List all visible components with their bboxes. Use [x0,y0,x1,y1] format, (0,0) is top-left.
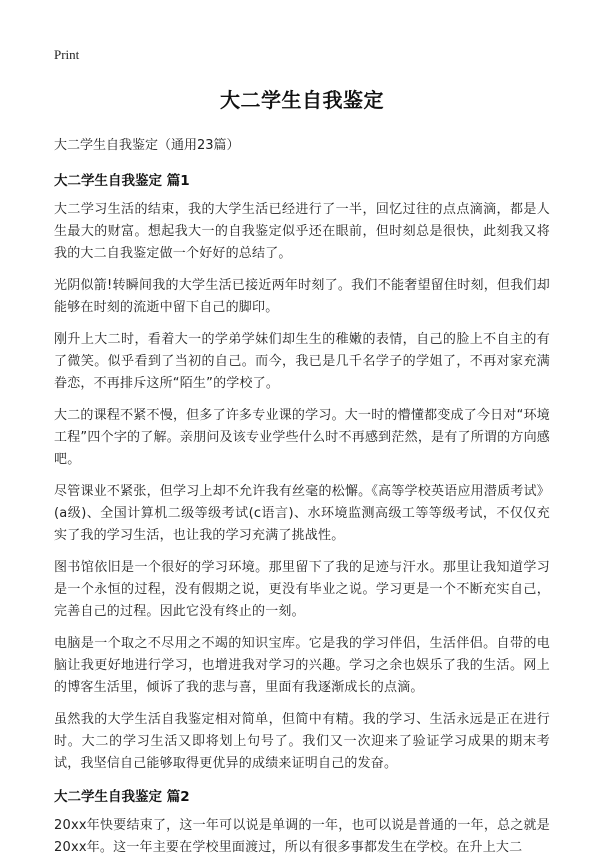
section-1 [54,169,550,775]
section-heading: 大二学生自我鉴定 篇2 [54,789,190,805]
paragraph: 虽然我的大学生活自我鉴定相对简单，但简中有精。我的学习、生活永远是正在进行时。大二的学习生活又即将划上句号了。我们又一次迎来了验证学习成果的期末考试，我坚信自己能够取得更优异的成绩来证明自己的发奋。 [54,712,550,771]
paragraph: 大二的课程不紧不慢，但多了许多专业课的学习。大一时的懵懂都变成了今日对“环境工程”四个字的了解。亲朋问及该专业学些什么时不再感到茫然，是有了所谓的方向感吧。 [54,408,550,467]
page-title: 大二学生自我鉴定 [220,88,384,112]
paragraph: 尽管课业不紧张，但学习上却不允许我有丝毫的松懈。《高等学校英语应用潜质考试》(a级)、全国计算机二级等级考试(c语言)、水环境监测高级工等等级考试，不仅仅充实了我的学习生活，也让我的学习充满了挑战性。 [54,484,550,543]
paragraph: 20xx年快要结束了，这一年可以说是单调的一年，也可以说是普通的一年，总之就是20xx年。这一年主要在学校里面渡过，所以有很多事都发生在学校。在升上大二 [54,818,550,855]
section-2 [54,785,550,859]
paragraph: 大二学习生活的结束，我的大学生活已经进行了一半，回忆过往的点点滴滴，都是人生最大的财富。想起我大一的自我鉴定似乎还在眼前，但时刻总是很快，此刻我又将我的大二自我鉴定做一个好好的总结了。 [54,202,550,261]
paragraph: 光阴似箭!转瞬间我的大学生活已接近两年时刻了。我们不能奢望留住时刻，但我们却能够在时刻的流逝中留下自己的脚印。 [54,278,550,315]
paragraph: 图书馆依旧是一个很好的学习环境。那里留下了我的足迹与汗水。那里让我知道学习是一个永恒的过程，没有假期之说，更没有毕业之说。学习更是一个不断充实自己，完善自己的过程。因此它没有终止的一刻。 [54,560,550,619]
paragraph: 电脑是一个取之不尽用之不竭的知识宝库。它是我的学习伴侣，生活伴侣。自带的电脑让我更好地进行学习，也增进我对学习的兴趣。学习之余也娱乐了我的生活。网上的博客生活里，倾诉了我的悲与喜，里面有我逐渐成长的点滴。 [54,636,550,695]
section-heading: 大二学生自我鉴定 篇1 [54,173,190,189]
print-link[interactable]: Print [54,47,80,62]
paragraph: 刚升上大二时，看着大一的学弟学妹们却生生的稚嫩的表情，自己的脸上不自主的有了微笑。似乎看到了当初的自己。而今，我已是几千名学子的学姐了，不再对家充满眷恋，不再排斥这所“陌生”的学校了。 [54,332,550,391]
document-subtitle: 大二学生自我鉴定（通用23篇） [54,138,240,153]
